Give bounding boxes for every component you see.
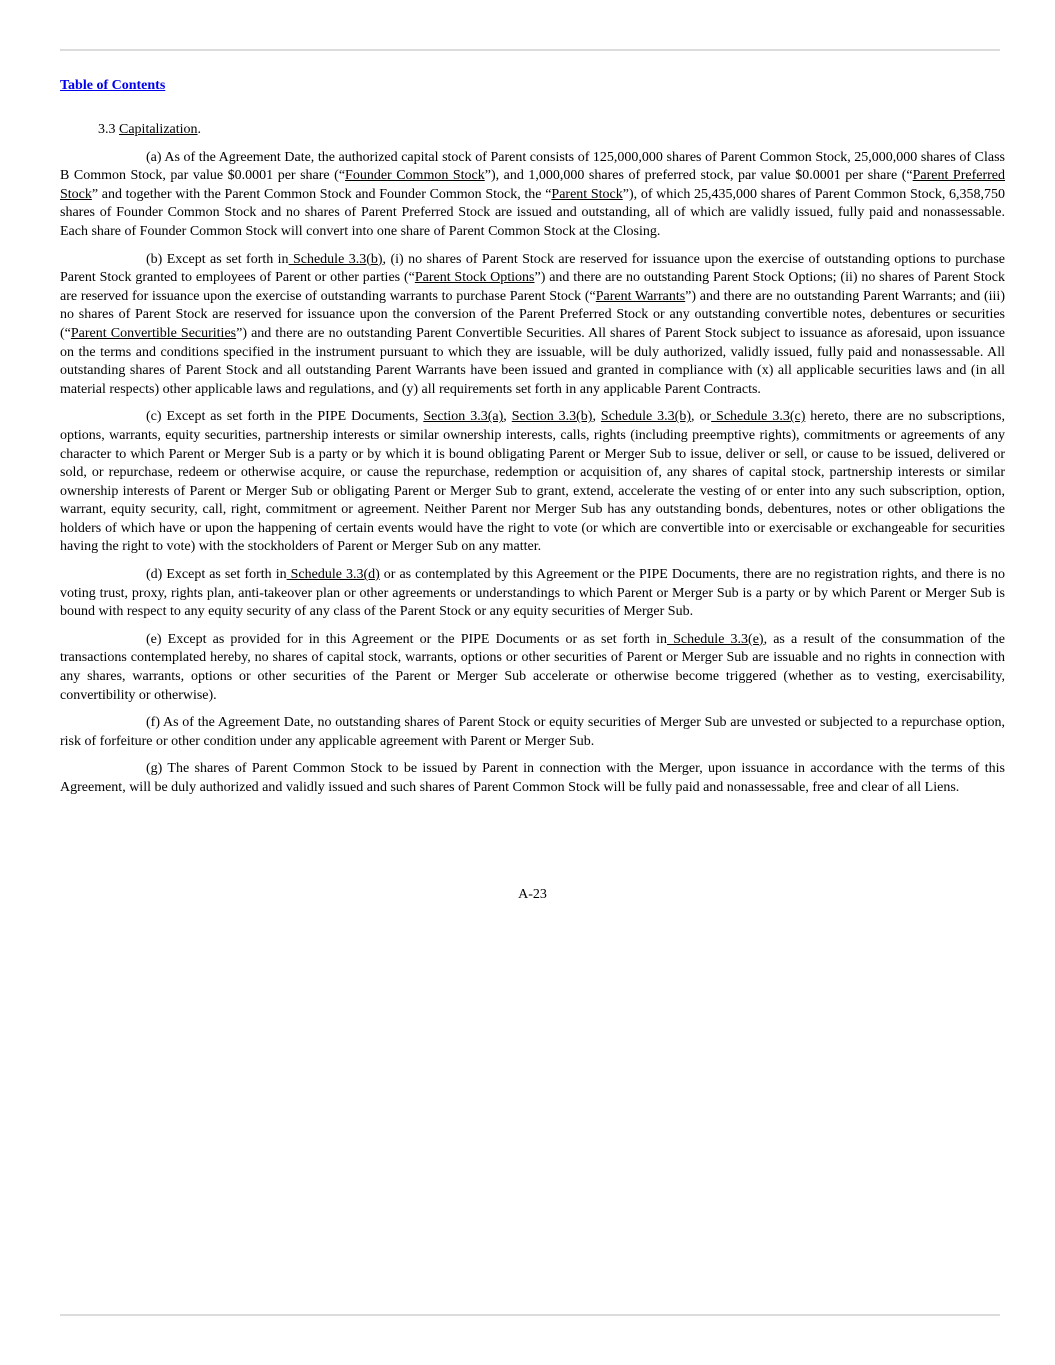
text-run: , (i) no shares of Parent Stock are reserved for issuance upon the exercise of outstanding options to purchase Parent Stock granted to employees of Parent or other parties (“ xyxy=(60,251,1005,286)
cross-reference: Schedule 3.3(b) xyxy=(288,251,383,267)
text-run: , as a result of the consummation of the transactions contemplated hereby, no shares of capital stock, warrants, options or other securities of Parent or Merger Sub are issuable and no rights in connection with any shares, warrants, options or other securities of the Parent or Merger Sub accelerate or otherwise become triggered (whether as to vesting, exercisability, convertibility or otherwise). xyxy=(60,631,1006,703)
text-run: hereto, there are no subscriptions, options, warrants, equity securities, partnership interests or similar ownership interests, calls, rights (including preemptive rights), commitments or agreements of any character to which Parent or Merger Sub is a party or by which it is bound obligating Parent or Merger Sub to issue, deliver or sell, or cause to be issued, delivered or sold, or repurchase, redeem or otherwise acquire, or cause the repurchase, redemption or acquisition of, any shares of capital stock, partnership interests or similar ownership interests of Parent or Merger Sub or obligating Parent or Merger Sub to grant, extend, accelerate the vesting of or enter into any such subscription, option, warrant, equity security, call, right, commitment or agreement. Neither Parent nor Merger Sub has any outstanding bonds, debentures, notes or other obligations the holders of which have or upon the happening of certain events would have the right to vote (or which are convertible into or exercisable or exchangeable for securities having the right to vote) with the stockholders of Parent or Merger Sub on any matter. xyxy=(60,409,1005,555)
top-divider xyxy=(60,49,1000,51)
text-run: (c) Except as set forth in the PIPE Documents, xyxy=(146,409,424,425)
paragraph-d xyxy=(60,566,1005,622)
defined-term: Parent Convertible Securities xyxy=(70,325,237,341)
bottom-divider xyxy=(60,1314,1000,1316)
text-run: ” and together with the Parent Common Stock and Founder Common Stock, the “ xyxy=(91,186,552,202)
cross-reference: Section 3.3(b) xyxy=(511,409,593,425)
text-run: ”) and there are no outstanding Parent Stock Options; (ii) no shares of Parent Stock are reserved for issuance upon the exercise of outstanding warrants to purchase Parent Stock (“ xyxy=(60,270,1006,304)
text-run: , or xyxy=(691,409,712,425)
text-run: (d) Except as set forth in xyxy=(146,567,287,583)
section-number: 3.3 xyxy=(98,122,116,137)
text-run: , xyxy=(592,409,601,425)
text-run: ”), of which 25,435,000 shares of Parent Common Stock, 6,358,750 shares of Founder Common Stock and no shares of Parent Preferred Stock are issued and outstanding, all of which are validly issued, fully paid and nonassessable. Each share of Founder Common Stock will convert into one share of Parent Common Stock at the Closing. xyxy=(60,186,1006,239)
paragraph-e xyxy=(60,631,1005,705)
defined-term: Parent Preferred Stock xyxy=(60,168,1006,202)
text-run: (a) As of the Agreement Date, the authorized capital stock of Parent consists of 125,000,000 shares of Parent Common Stock, 25,000,000 shares of Class B Common Stock, par value $0.0001 per share (“ xyxy=(60,149,1005,184)
paragraph-c xyxy=(60,408,1005,557)
paragraph-b xyxy=(60,251,1005,400)
cross-reference: Schedule 3.3(e) xyxy=(666,631,764,647)
section-title: Capitalization xyxy=(119,122,198,137)
cross-reference: Schedule 3.3(b) xyxy=(600,409,692,425)
text-run: , xyxy=(503,409,512,425)
paragraph-g xyxy=(60,760,1005,797)
paragraph-a xyxy=(60,149,1005,242)
cross-reference: Schedule 3.3(d) xyxy=(286,567,380,583)
page-number: A-23 xyxy=(518,887,547,902)
text-run: ”) and there are no outstanding Parent Convertible Securities. All shares of Parent Stock subject to issuance as aforesaid, upon issuance on the terms and conditions specified in the instrument pursuant to which they are issuable, will be duly authorized, validly issued, fully paid and nonassessable. All outstanding shares of Parent Stock and all outstanding Parent Warrants have been issued and granted in compliance with (x) all applicable securities laws and (in all material respects) other applicable laws and regulations, and (y) all requirements set forth in any applicable Parent Contracts. xyxy=(60,325,1005,397)
cross-reference: Schedule 3.3(c) xyxy=(711,409,806,425)
text-run: (g) The shares of Parent Common Stock to be issued by Parent in connection with the Merger, upon issuance in accordance with the terms of this Agreement, will be duly authorized and validly issued and such shares of Parent Common Stock will be fully paid and nonassessable, free and clear of all Liens. xyxy=(60,761,1005,795)
text-run: ”), and 1,000,000 shares of preferred stock, par value $0.0001 per share (“ xyxy=(484,168,913,184)
cross-reference: Section 3.3(a) xyxy=(423,409,504,425)
defined-term: Parent Warrants xyxy=(595,288,686,304)
document-body xyxy=(60,121,1005,807)
section-heading xyxy=(60,121,1005,140)
defined-term: Parent Stock xyxy=(551,186,623,202)
section-title-suffix: . xyxy=(197,122,202,137)
defined-term: Parent Stock Options xyxy=(414,270,535,286)
text-run: ”) and there are no outstanding Parent Warrants; and (iii) no shares of Parent Stock are reserved for issuance upon the conversion of the Parent Preferred Stock or any outstanding convertible notes, debentures or securities (“ xyxy=(60,288,1005,341)
text-run: (b) Except as set forth in xyxy=(146,251,289,267)
table-of-contents-link[interactable]: Table of Contents xyxy=(60,78,166,93)
text-run: (e) Except as provided for in this Agreement or the PIPE Documents or as set forth in xyxy=(146,631,667,647)
text-run: or as contemplated by this Agreement or the PIPE Documents, there are no registration rights, and there is no voting trust, proxy, rights plan, anti-takeover plan or other agreements or understandings to which Parent or Merger Sub is a party or by which Parent or Merger Sub is bound with respect to any equity security of any class of the Parent Stock or any equity securities of Merger Sub. xyxy=(60,567,1005,620)
text-run: (f) As of the Agreement Date, no outstanding shares of Parent Stock or equity securities of Merger Sub are unvested or subjected to a repurchase option, risk of forfeiture or other condition under any applicable agreement with Parent or Merger Sub. xyxy=(60,715,1005,749)
paragraph-f xyxy=(60,714,1005,751)
defined-term: Founder Common Stock xyxy=(345,168,485,184)
